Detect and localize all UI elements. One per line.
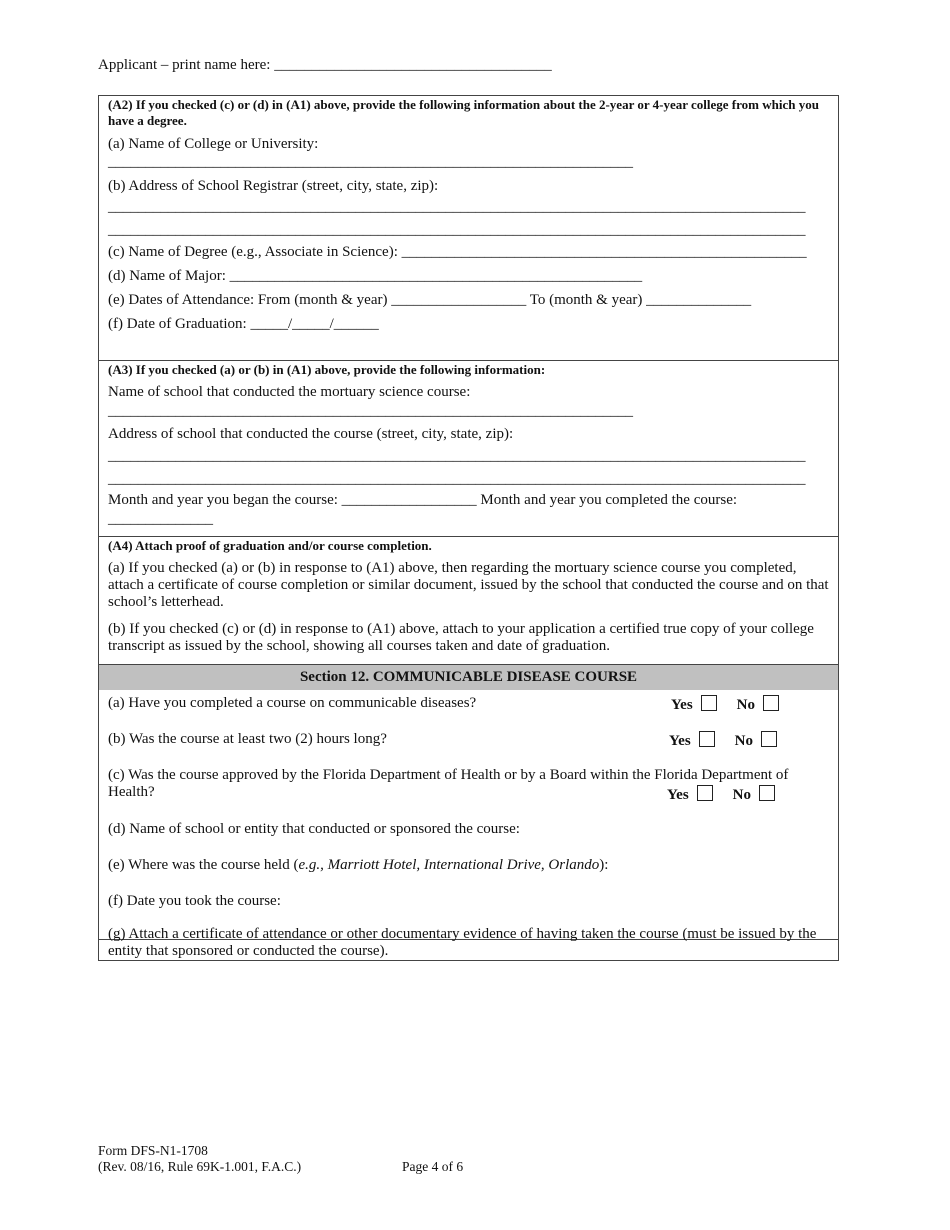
a3-address-field-1[interactable]: _____________________________________________________________________________________________ xyxy=(108,448,806,464)
a3-school-label: Name of school that conducted the mortuary science course: xyxy=(108,384,471,400)
s12-a-yes-no xyxy=(671,695,799,714)
a2-attendance-field[interactable]: (e) Dates of Attendance: From (month & year) __________________ To (month & year) ______________ xyxy=(108,292,752,308)
s12-c-yes-no xyxy=(667,785,795,804)
s12-b-yes-no xyxy=(669,731,797,750)
s12-question-c: (c) Was the course approved by the Florida Department of Health or by a Board within the Florida Department of Health? xyxy=(108,767,789,800)
a4-item-a: (a) If you checked (a) or (b) in response to (A1) above, then regarding the mortuary science course you completed, attach a certificate of course completion or similar document, issued by the school that conducted the course and on that school’s letterhead. xyxy=(108,560,829,610)
a3-address-field-2[interactable]: _____________________________________________________________________________________________ xyxy=(108,471,806,487)
a2-degree-field[interactable]: (c) Name of Degree (e.g., Associate in Science): ______________________________________________________ xyxy=(108,244,807,260)
a2-registrar-field-2[interactable]: _____________________________________________________________________________________________ xyxy=(108,222,806,238)
a2-major-field[interactable]: (d) Name of Major: _______________________________________________________ xyxy=(108,268,643,284)
section-a2 xyxy=(99,96,838,361)
s12-b-no-checkbox[interactable] xyxy=(761,731,777,747)
a2-heading: (A2) If you checked (c) or (d) in (A1) above, provide the following information about the 2-year or 4-year college from which you have a degree. xyxy=(108,97,819,128)
s12-question-g: (g) Attach a certificate of attendance or other documentary evidence of having taken the course (must be issued by the entity that sponsored or conducted the course). xyxy=(98,924,839,961)
s12-e-prefix: (e) Where was the course held ( xyxy=(108,857,299,873)
a3-school-field[interactable]: ______________________________________________________________________ xyxy=(108,403,633,419)
a2-graduation-date-field[interactable]: (f) Date of Graduation: _____/_____/______ xyxy=(108,316,379,332)
a4-item-b: (b) If you checked (c) or (d) in response to (A1) above, attach to your application a certified true copy of your college transcript as issued by the school, showing all courses taken and date of graduation. xyxy=(108,621,814,654)
footer xyxy=(98,1143,301,1175)
a4-heading: (A4) Attach proof of graduation and/or course completion. xyxy=(108,538,432,553)
no-label: No xyxy=(736,697,756,713)
section-a3 xyxy=(99,361,838,537)
s12-c-no-checkbox[interactable] xyxy=(759,785,775,801)
s12-e-example: e.g., Marriott Hotel, International Drive, Orlando xyxy=(298,857,600,873)
page-number: Page 4 of 6 xyxy=(402,1159,464,1174)
s12-e-suffix: ): xyxy=(599,857,609,873)
s12-a-yes-checkbox[interactable] xyxy=(701,695,717,711)
a3-address-label: Address of school that conducted the course (street, city, state, zip): xyxy=(108,426,514,442)
a2-registrar-label: (b) Address of School Registrar (street, city, state, zip): xyxy=(108,178,439,194)
s12-question-b: (b) Was the course at least two (2) hours long? xyxy=(108,731,387,747)
yes-label: Yes xyxy=(669,733,691,749)
applicant-name-line[interactable]: Applicant – print name here: _____________________________________ xyxy=(98,57,552,73)
a2-college-field[interactable]: ______________________________________________________________________ xyxy=(108,154,633,170)
form-box xyxy=(98,95,839,940)
section-12-title: Section 12. COMMUNICABLE DISEASE COURSE xyxy=(99,665,838,690)
s12-question-f: (f) Date you took the course: xyxy=(108,893,281,909)
yes-label: Yes xyxy=(667,787,689,803)
a3-heading: (A3) If you checked (a) or (b) in (A1) above, provide the following information: xyxy=(108,362,546,377)
s12-question-a: (a) Have you completed a course on communicable diseases? xyxy=(108,695,477,711)
no-label: No xyxy=(732,787,752,803)
s12-question-d: (d) Name of school or entity that conducted or sponsored the course: xyxy=(108,821,520,837)
yes-label: Yes xyxy=(671,697,693,713)
no-label: No xyxy=(734,733,754,749)
footer-form-id: Form DFS-N1-1708 xyxy=(98,1143,208,1158)
s12-c-yes-checkbox[interactable] xyxy=(697,785,713,801)
s12-b-yes-checkbox[interactable] xyxy=(699,731,715,747)
section-a4 xyxy=(99,537,838,665)
s12-question-e xyxy=(108,857,830,874)
s12-a-no-checkbox[interactable] xyxy=(763,695,779,711)
s12-question-g-box xyxy=(98,924,839,961)
a2-college-label: (a) Name of College or University: xyxy=(108,136,319,152)
a3-course-dates-field[interactable]: Month and year you began the course: __________________ Month and year you completed the course: xyxy=(108,492,738,508)
a2-registrar-field-1[interactable]: _____________________________________________________________________________________________ xyxy=(108,199,806,215)
section-12 xyxy=(99,665,838,939)
footer-revision: (Rev. 08/16, Rule 69K-1.001, F.A.C.) xyxy=(98,1159,302,1174)
a3-completed-date-field[interactable]: ______________ xyxy=(108,511,213,527)
